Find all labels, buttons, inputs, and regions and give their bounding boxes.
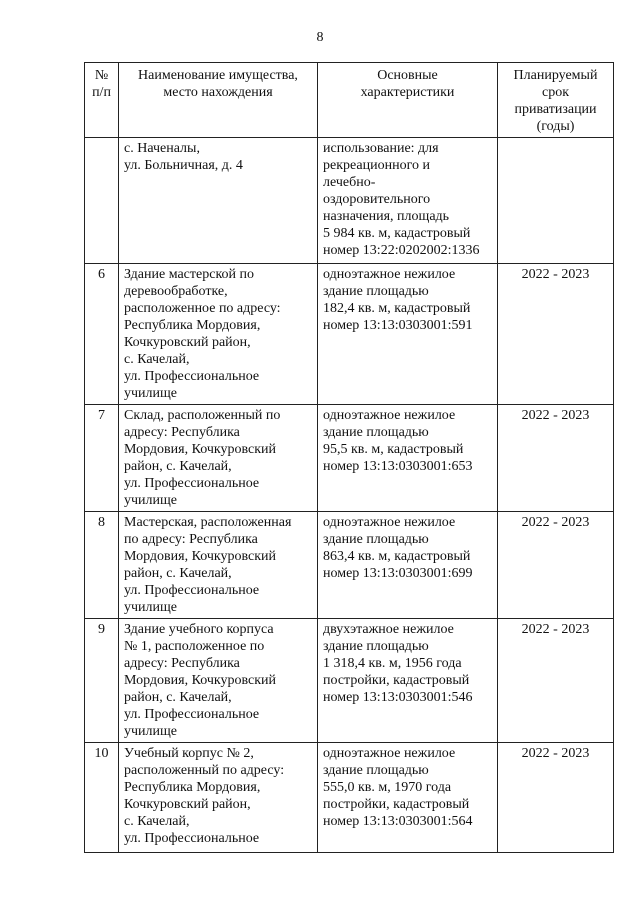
property-name-line: Здание мастерской по: [124, 267, 255, 282]
row-number: 6: [85, 264, 119, 405]
characteristics-cell: [318, 405, 498, 512]
characteristics-line: постройки, кадастровый: [323, 797, 470, 812]
characteristics-cell: [318, 743, 498, 853]
characteristics-line: 182,4 кв. м, кадастровый: [323, 301, 471, 316]
characteristics-line: здание площадью: [323, 763, 429, 778]
property-name-line: училище: [124, 600, 178, 615]
characteristics-line: двухэтажное нежилое: [323, 622, 454, 637]
row-number: [85, 138, 119, 264]
characteristics-line: одноэтажное нежилое: [323, 267, 456, 282]
row-number: 10: [85, 743, 119, 853]
characteristics-line: 95,5 кв. м, кадастровый: [323, 442, 464, 457]
header-name-line: Наименование имущества,: [138, 68, 298, 83]
header-term-line: Планируемый: [513, 68, 598, 83]
property-name-line: расположенный по адресу:: [124, 763, 285, 778]
property-name-line: по адресу: Республика: [124, 532, 258, 547]
property-name-line: район, с. Качелай,: [124, 690, 232, 705]
property-name-line: Кочкуровский район,: [124, 797, 251, 812]
privatization-term: 2022 - 2023: [498, 619, 614, 743]
characteristics-line: здание площадью: [323, 425, 429, 440]
header-num: [85, 63, 119, 138]
characteristics-line: одноэтажное нежилое: [323, 408, 456, 423]
characteristics-line: одноэтажное нежилое: [323, 746, 456, 761]
row-number: 9: [85, 619, 119, 743]
property-name-cell: [119, 138, 318, 264]
characteristics-line: рекреационного и: [323, 158, 430, 173]
property-name-line: район, с. Качелай,: [124, 459, 232, 474]
characteristics-line: номер 13:13:0303001:591: [323, 318, 473, 333]
property-name-line: ул. Профессиональное: [124, 831, 260, 846]
property-name-cell: [119, 619, 318, 743]
table-row: [85, 512, 614, 619]
header-term-line: приватизации: [514, 102, 597, 117]
property-name-line: Республика Мордовия,: [124, 318, 261, 333]
characteristics-line: номер 13:13:0303001:564: [323, 814, 473, 829]
header-term: [498, 63, 614, 138]
characteristics-line: лечебно-: [323, 175, 376, 190]
characteristics-line: 1 318,4 кв. м, 1956 года: [323, 656, 462, 671]
property-name-line: ул. Профессиональное: [124, 707, 260, 722]
page-number: 8: [316, 30, 324, 45]
characteristics-line: номер 13:22:0202002:1336: [323, 243, 480, 258]
property-name-cell: [119, 512, 318, 619]
characteristics-line: номер 13:13:0303001:653: [323, 459, 473, 474]
property-name-line: адресу: Республика: [124, 425, 240, 440]
property-name-line: с. Качелай,: [124, 352, 190, 367]
header-characteristics: [318, 63, 498, 138]
characteristics-line: 5 984 кв. м, кадастровый: [323, 226, 471, 241]
table-row: [85, 138, 614, 264]
characteristics-cell: [318, 619, 498, 743]
characteristics-line: здание площадью: [323, 639, 429, 654]
privatization-term: 2022 - 2023: [498, 264, 614, 405]
header-chars-line: характеристики: [360, 85, 455, 100]
characteristics-line: 863,4 кв. м, кадастровый: [323, 549, 471, 564]
property-name-line: Склад, расположенный по: [124, 408, 281, 423]
property-name-line: Мордовия, Кочкуровский: [124, 442, 277, 457]
characteristics-line: одноэтажное нежилое: [323, 515, 456, 530]
characteristics-line: номер 13:13:0303001:546: [323, 690, 473, 705]
property-name-line: с. Наченалы,: [124, 141, 200, 156]
characteristics-line: здание площадью: [323, 284, 429, 299]
characteristics-cell: [318, 138, 498, 264]
characteristics-line: номер 13:13:0303001:699: [323, 566, 473, 581]
property-name-line: ул. Профессиональное: [124, 476, 260, 491]
property-name-line: ул. Профессиональное: [124, 583, 260, 598]
table-row: [85, 264, 614, 405]
property-name-line: адресу: Республика: [124, 656, 240, 671]
property-name-line: училище: [124, 724, 178, 739]
characteristics-line: использование: для: [323, 141, 439, 156]
property-name-line: ул. Профессиональное: [124, 369, 260, 384]
property-name-line: Мордовия, Кочкуровский: [124, 673, 277, 688]
privatization-term: 2022 - 2023: [498, 405, 614, 512]
characteristics-cell: [318, 264, 498, 405]
table-header-row: [85, 63, 614, 138]
property-name-cell: [119, 405, 318, 512]
property-name-line: район, с. Качелай,: [124, 566, 232, 581]
property-name-line: ул. Больничная, д. 4: [124, 158, 243, 173]
header-name: [119, 63, 318, 138]
property-name-line: училище: [124, 386, 178, 401]
privatization-term: 2022 - 2023: [498, 512, 614, 619]
property-name-cell: [119, 743, 318, 853]
header-term-line: срок: [541, 85, 569, 100]
table-row: [85, 619, 614, 743]
characteristics-cell: [318, 512, 498, 619]
header-num-line: п/п: [92, 85, 111, 100]
property-name-line: расположенное по адресу:: [124, 301, 281, 316]
property-name-line: Республика Мордовия,: [124, 780, 261, 795]
row-number: 8: [85, 512, 119, 619]
characteristics-line: назначения, площадь: [323, 209, 450, 224]
property-name-line: деревообработке,: [124, 284, 228, 299]
header-term-line: (годы): [536, 119, 575, 134]
row-number: 7: [85, 405, 119, 512]
property-name-line: училище: [124, 493, 178, 508]
property-name-line: № 1, расположенное по: [124, 639, 265, 654]
property-name-line: Кочкуровский район,: [124, 335, 251, 350]
characteristics-line: оздоровительного: [323, 192, 431, 207]
header-num-line: №: [94, 68, 109, 83]
property-name-cell: [119, 264, 318, 405]
table-row: [85, 405, 614, 512]
property-name-line: Здание учебного корпуса: [124, 622, 274, 637]
table-row: [85, 743, 614, 853]
privatization-term: [498, 138, 614, 264]
characteristics-line: здание площадью: [323, 532, 429, 547]
characteristics-line: 555,0 кв. м, 1970 года: [323, 780, 452, 795]
property-name-line: Мастерская, расположенная: [124, 515, 292, 530]
property-name-line: Учебный корпус № 2,: [124, 746, 254, 761]
privatization-term: 2022 - 2023: [498, 743, 614, 853]
header-chars-line: Основные: [377, 68, 438, 83]
property-name-line: с. Качелай,: [124, 814, 190, 829]
property-table: [84, 62, 614, 853]
characteristics-line: постройки, кадастровый: [323, 673, 470, 688]
header-name-line: место нахождения: [163, 85, 273, 100]
property-name-line: Мордовия, Кочкуровский: [124, 549, 277, 564]
